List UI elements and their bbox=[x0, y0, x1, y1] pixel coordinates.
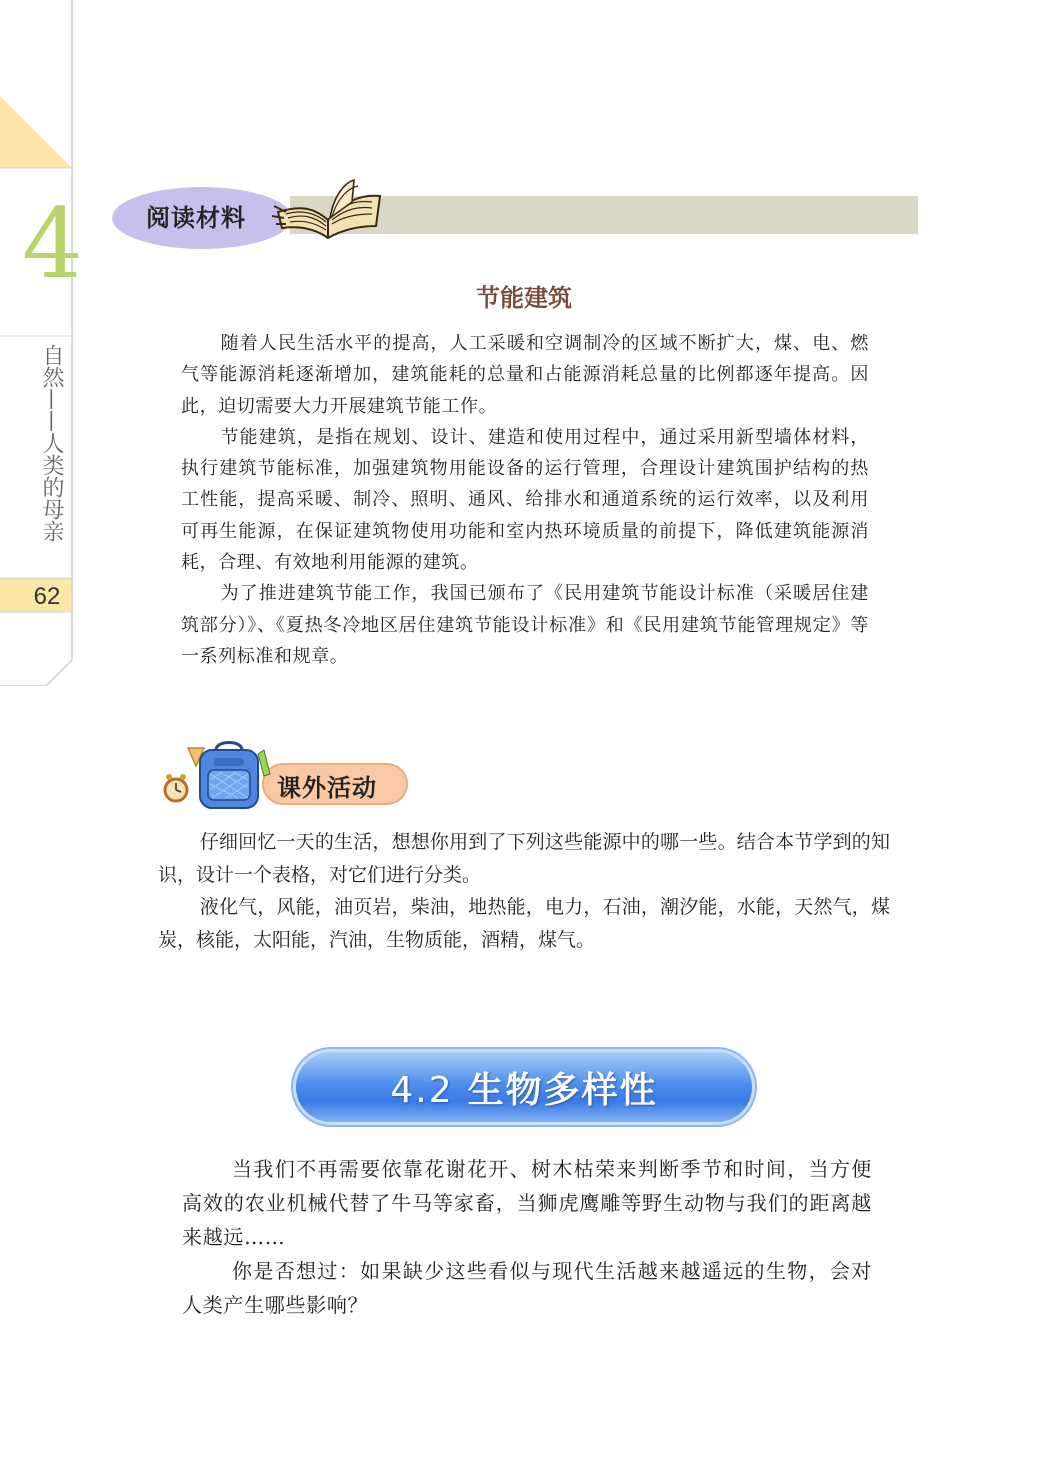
activity-header-label: 课外活动 bbox=[277, 774, 377, 802]
reading-header-label: 阅读材料 bbox=[146, 204, 246, 232]
section-intro bbox=[182, 1152, 872, 1322]
article-paragraph: 节能建筑，是指在规划、设计、建造和使用过程中，通过采用新型墙体材料，执行建筑节能标准，加强建筑物用能设备的运行管理，合理设计建筑围护结构的热工性能，提高采暖、制冷、照明、通风、给排水和通道系统的运行效率，以及利用可再生能源，在保证建筑物使用功能和室内热环境质量的前提下，降低建筑能源消耗，合理、有效地利用能源的建筑。 bbox=[181, 426, 869, 574]
article-paragraph: 随着人民生活水平的提高，人工采暖和空调制冷的区域不断扩大，煤、电、燃气等能源消耗逐渐增加，建筑能耗的总量和占能源消耗总量的比例都逐年提高。因此，迫切需要大力开展建筑节能工作。 bbox=[181, 333, 869, 417]
article-paragraph: 为了推进建筑节能工作，我国已颁布了《民用建筑节能设计标准（采暖居住建筑部分）》、《夏热冬冷地区居住建筑节能设计标准》和《民用建筑节能管理规定》等一系列标准和规章。 bbox=[181, 583, 869, 667]
activity-paragraph: 仔细回忆一天的生活，想想你用到了下列这些能源中的哪一些。结合本节学到的知识，设计一个表格，对它们进行分类。 bbox=[158, 831, 890, 886]
open-book-icon bbox=[272, 176, 384, 242]
activity-body bbox=[158, 826, 890, 956]
reading-header-bar bbox=[290, 196, 918, 234]
page-number: 62 bbox=[33, 583, 61, 610]
article-title: 节能建筑 bbox=[476, 284, 572, 312]
section-title: 生物多样性 bbox=[467, 1070, 658, 1111]
section-paragraph: 当我们不再需要依靠花谢花开、树木枯荣来判断季节和时间，当方便高效的农业机械代替了牛马等家畜，当狮虎鹰雕等野生动物与我们的距离越来越远…… bbox=[182, 1157, 872, 1249]
section-heading bbox=[296, 1062, 752, 1113]
backpack-icon bbox=[160, 740, 272, 812]
chapter-number: 4 bbox=[22, 188, 84, 300]
chapter-title: 自然——人类的母亲 bbox=[39, 344, 64, 542]
article-body bbox=[181, 328, 869, 672]
section-paragraph: 你是否想过：如果缺少这些看似与现代生活越来越遥远的生物，会对人类产生哪些影响？ bbox=[182, 1259, 872, 1317]
section-number: 4.2 bbox=[390, 1070, 454, 1111]
activity-paragraph: 液化气，风能，油页岩，柴油，地热能，电力，石油，潮汐能，水能，天然气，煤炭，核能，太阳能，汽油，生物质能，酒精，煤气。 bbox=[158, 896, 890, 951]
